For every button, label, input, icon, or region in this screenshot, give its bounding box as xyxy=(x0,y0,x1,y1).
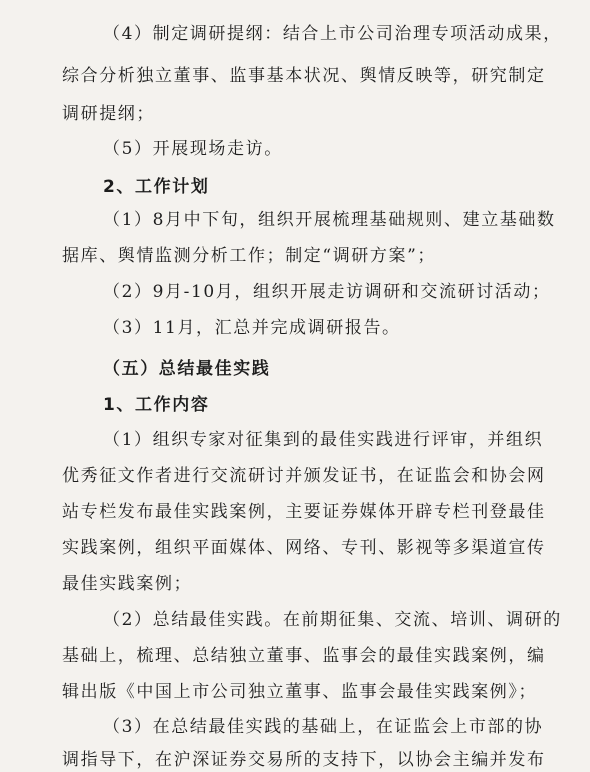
paragraph-line: 调研提纲； xyxy=(62,104,155,124)
paragraph-line: 站专栏发布最佳实践案例，主要证券媒体开辟专栏刊登最佳 xyxy=(62,502,546,522)
section-heading: （五）总结最佳实践 xyxy=(103,359,271,379)
section-heading: 1、工作内容 xyxy=(103,395,210,415)
paragraph-line: 实践案例，组织平面媒体、网络、专刊、影视等多渠道宣传 xyxy=(62,538,546,558)
section-heading: 2、工作计划 xyxy=(103,177,210,197)
paragraph-line: 最佳实践案例； xyxy=(62,574,193,594)
paragraph-line: （2）总结最佳实践。在前期征集、交流、培训、调研的 xyxy=(103,610,562,630)
paragraph-line: （3）在总结最佳实践的基础上，在证监会上市部的协 xyxy=(103,717,544,737)
paragraph-line: 调指导下，在沪深证券交易所的支持下，以协会主编并发布 xyxy=(62,750,546,770)
paragraph-line: （5）开展现场走访。 xyxy=(103,139,283,159)
paragraph-line: 据库、舆情监测分析工作；制定“调研方案”； xyxy=(62,246,436,266)
paragraph-line: （2）9月-10月，组织开展走访调研和交流研讨活动； xyxy=(103,282,551,302)
paragraph-line: 辑出版《中国上市公司独立董事、监事会最佳实践案例》； xyxy=(62,682,538,702)
paragraph-line: 综合分析独立董事、监事基本状况、舆情反映等，研究制定 xyxy=(62,66,546,86)
paragraph-line: 优秀征文作者进行交流研讨并颁发证书，在证监会和协会网 xyxy=(62,466,546,486)
paragraph-line: （3）11月，汇总并完成调研报告。 xyxy=(103,318,401,338)
paragraph-line: （4）制定调研提纲：结合上市公司治理专项活动成果， xyxy=(103,24,562,44)
paragraph-line: 基础上，梳理、总结独立董事、监事会的最佳实践案例，编 xyxy=(62,646,546,666)
paragraph-line: （1）组织专家对征集到的最佳实践进行评审，并组织 xyxy=(103,430,544,450)
paragraph-line: （1）8月中下旬，组织开展梳理基础规则、建立基础数 xyxy=(103,210,556,230)
